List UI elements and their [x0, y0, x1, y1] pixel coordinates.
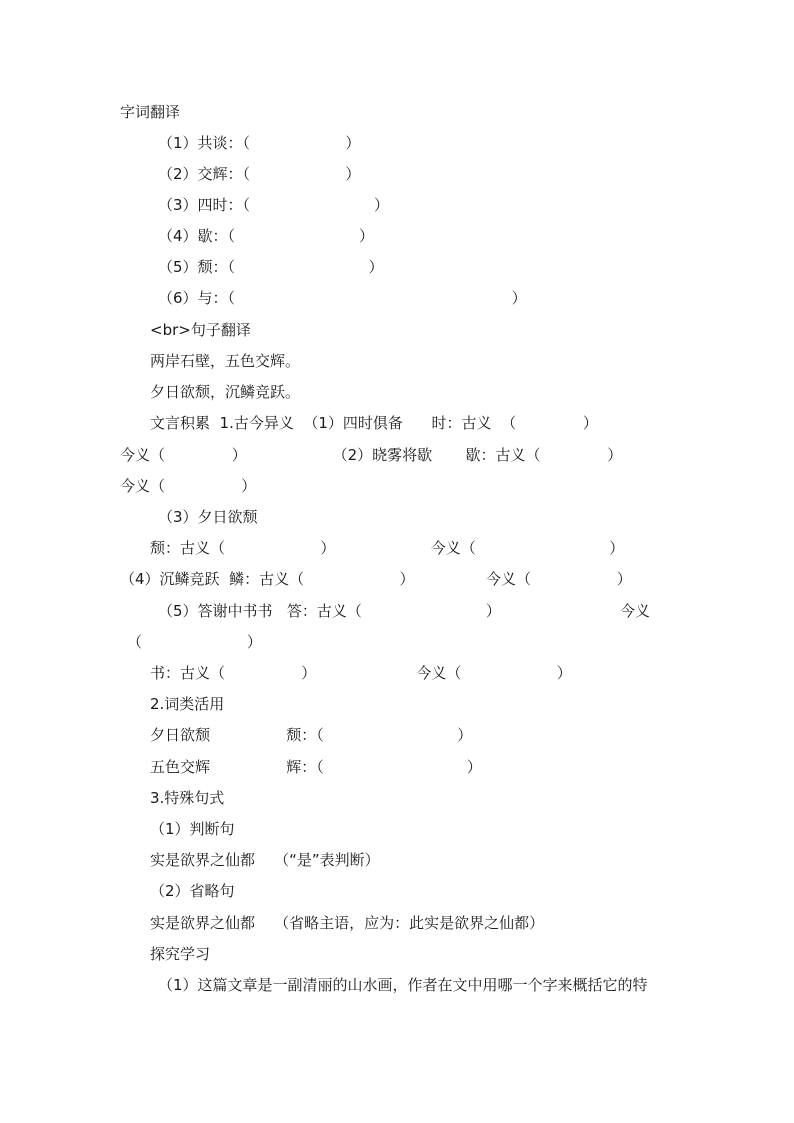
word-class-hui: 五色交辉 辉：（ ） [150, 758, 482, 776]
word-class-tui: 夕日欲颓 颓：（ ） [150, 726, 473, 744]
judgment-sentence: （1）判断句 [150, 820, 235, 838]
sentence-2: 夕日欲颓，沉鳞竞跃。 [150, 383, 301, 401]
item-yu: （6）与：（ ） [158, 289, 527, 307]
classical-accumulation-3: 今义（ ） [120, 477, 257, 495]
sentence-1: 两岸石壁，五色交辉。 [150, 352, 301, 370]
omission-sentence: （2）省略句 [150, 882, 235, 900]
item-tui: （5）颓：（ ） [158, 258, 384, 276]
heading-word-class: 2.词类活用 [150, 695, 225, 713]
judgment-example: 实是欲界之仙都 （“是”表判断） [150, 851, 380, 869]
item-xie: （4）歇：（ ） [158, 227, 375, 245]
heading-special-sentence: 3.特殊句式 [150, 789, 225, 807]
lin-meanings: （4）沉鳞竞跃 鳞：古义（ ） 今义（ ） [120, 570, 632, 588]
item-xiri-yutui: （3）夕日欲颓 [158, 508, 258, 526]
item-gongtan: （1）共谈：（ ） [158, 134, 361, 152]
inquiry-question-1: （1）这篇文章是一副清丽的山水画，作者在文中用哪一个字来概括它的特 [158, 976, 648, 994]
da-modern-blank: （ ） [127, 633, 262, 651]
heading-word-translation: 字词翻译 [120, 103, 181, 121]
omission-example: 实是欲界之仙都 （省略主语，应为：此实是欲界之仙都） [150, 914, 545, 932]
item-jiaohui: （2）交辉：（ ） [158, 165, 361, 183]
tui-meanings: 颓：古义（ ） 今义（ ） [150, 539, 625, 557]
classical-accumulation-1: 文言积累 1.古今异义 （1）四时俱备 时：古义 （ ） [150, 414, 598, 432]
heading-inquiry: 探究学习 [150, 945, 211, 963]
item-sishi: （3）四时：（ ） [158, 196, 390, 214]
shu-meanings: 书：古义（ ） 今义（ ） [150, 664, 572, 682]
da-meanings: （5）答谢中书书 答：古义（ ） 今义 [158, 602, 651, 620]
heading-sentence-translation: <br>句子翻译 [150, 321, 251, 339]
classical-accumulation-2: 今义（ ） （2）晓雾将歇 歇：古义（ ） [120, 446, 623, 464]
